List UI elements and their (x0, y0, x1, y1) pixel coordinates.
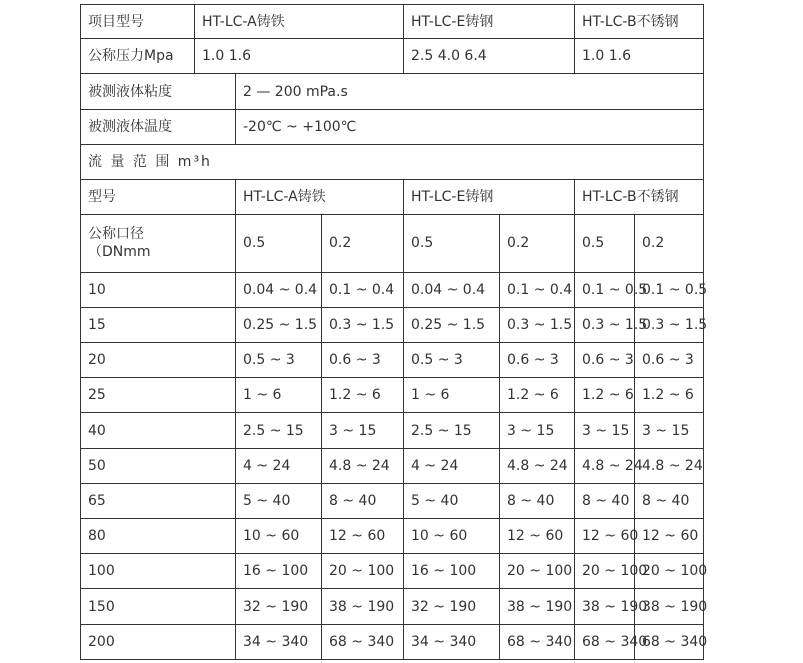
accuracy-a-2: 0.2 (322, 215, 404, 272)
flow-range-cell: 4.8 ~ 24 (575, 448, 635, 483)
flow-range-cell: 4.8 ~ 24 (635, 448, 704, 483)
flow-range-cell: 0.1 ~ 0.4 (322, 272, 404, 307)
flow-range-title: 流 量 范 围 m³h (81, 144, 704, 179)
flow-range-cell: 68 ~ 340 (322, 624, 404, 659)
table-row (81, 519, 704, 554)
flow-range-cell: 12 ~ 60 (575, 519, 635, 554)
dn-cell: 25 (81, 378, 236, 413)
flow-range-cell: 1 ~ 6 (404, 378, 500, 413)
accuracy-e-1: 0.5 (404, 215, 500, 272)
flow-range-cell: 1 ~ 6 (236, 378, 322, 413)
dn-cell: 15 (81, 307, 236, 342)
flow-range-cell: 4 ~ 24 (404, 448, 500, 483)
flow-range-cell: 34 ~ 340 (404, 624, 500, 659)
flow-range-cell: 38 ~ 190 (635, 589, 704, 624)
flow-range-cell: 8 ~ 40 (575, 483, 635, 518)
flow-range-cell: 16 ~ 100 (404, 554, 500, 589)
flow-range-cell: 0.1 ~ 0.4 (500, 272, 575, 307)
flow-range-cell: 1.2 ~ 6 (635, 378, 704, 413)
flow-range-cell: 20 ~ 100 (322, 554, 404, 589)
flow-range-cell: 12 ~ 60 (322, 519, 404, 554)
flow-data-rows (81, 272, 708, 659)
flow-range-cell: 20 ~ 100 (575, 554, 635, 589)
header-row (81, 5, 704, 39)
flow-range-cell: 0.6 ~ 3 (322, 343, 404, 378)
flow-range-cell: 20 ~ 100 (635, 554, 704, 589)
flow-range-cell: 2.5 ~ 15 (236, 413, 322, 448)
flow-range-cell: 3 ~ 15 (322, 413, 404, 448)
flow-range-cell: 3 ~ 15 (575, 413, 635, 448)
accuracy-row (81, 215, 704, 272)
flow-title-row (81, 144, 704, 179)
flow-range-cell: 3 ~ 15 (500, 413, 575, 448)
flow-range-cell: 0.3 ~ 1.5 (322, 307, 404, 342)
flow-range-cell: 4.8 ~ 24 (500, 448, 575, 483)
viscosity-row (81, 74, 704, 109)
table-row (81, 448, 704, 483)
header-model-e: HT-LC-E铸钢 (404, 5, 575, 39)
header-model-b: HT-LC-B不锈钢 (575, 5, 704, 39)
flow-range-cell: 38 ~ 190 (322, 589, 404, 624)
model-e: HT-LC-E铸钢 (404, 180, 575, 215)
flow-range-cell: 10 ~ 60 (236, 519, 322, 554)
flow-range-cell: 1.2 ~ 6 (500, 378, 575, 413)
flow-range-cell: 8 ~ 40 (500, 483, 575, 518)
flow-range-cell: 0.5 ~ 3 (404, 343, 500, 378)
pressure-a: 1.0 1.6 (195, 39, 404, 74)
flow-range-cell: 0.04 ~ 0.4 (404, 272, 500, 307)
dn-cell: 65 (81, 483, 236, 518)
flow-range-cell: 0.6 ~ 3 (575, 343, 635, 378)
dn-cell: 100 (81, 554, 236, 589)
flowmeter-spec-table (80, 4, 708, 660)
flow-range-cell: 5 ~ 40 (236, 483, 322, 518)
dn-cell: 150 (81, 589, 236, 624)
flow-range-cell: 1.2 ~ 6 (575, 378, 635, 413)
accuracy-a-1: 0.5 (236, 215, 322, 272)
table-row (81, 624, 704, 659)
flow-range-cell: 32 ~ 190 (404, 589, 500, 624)
flow-range-cell: 12 ~ 60 (500, 519, 575, 554)
flow-range-cell: 34 ~ 340 (236, 624, 322, 659)
accuracy-b-1: 0.5 (575, 215, 635, 272)
flow-range-cell: 0.04 ~ 0.4 (236, 272, 322, 307)
flow-range-cell: 4.8 ~ 24 (322, 448, 404, 483)
model-a: HT-LC-A铸铁 (236, 180, 404, 215)
pressure-row (81, 39, 704, 74)
model-label: 型号 (81, 180, 236, 215)
nominal-diameter-label (81, 215, 236, 272)
accuracy-e-2: 0.2 (500, 215, 575, 272)
pressure-label: 公称压力Mpa (81, 39, 195, 74)
table-row (81, 554, 704, 589)
flow-range-cell: 20 ~ 100 (500, 554, 575, 589)
temperature-value: -20℃ ~ +100℃ (236, 109, 704, 144)
nominal-diameter-label-line2: （DNmm (88, 244, 151, 261)
flow-range-cell: 12 ~ 60 (635, 519, 704, 554)
table-row (81, 589, 704, 624)
dn-cell: 50 (81, 448, 236, 483)
flow-range-cell: 38 ~ 190 (500, 589, 575, 624)
accuracy-b-2: 0.2 (635, 215, 704, 272)
flow-range-cell: 16 ~ 100 (236, 554, 322, 589)
flow-range-cell: 68 ~ 340 (575, 624, 635, 659)
dn-cell: 10 (81, 272, 236, 307)
flow-range-cell: 8 ~ 40 (322, 483, 404, 518)
table-row (81, 378, 704, 413)
model-b: HT-LC-B不锈钢 (575, 180, 704, 215)
flow-range-cell: 3 ~ 15 (635, 413, 704, 448)
flow-range-cell: 0.5 ~ 3 (236, 343, 322, 378)
flow-range-cell: 5 ~ 40 (404, 483, 500, 518)
flow-range-cell: 4 ~ 24 (236, 448, 322, 483)
flow-range-cell: 0.1 ~ 0.5 (635, 272, 704, 307)
viscosity-label: 被测液体粘度 (81, 74, 236, 109)
table-row (81, 272, 704, 307)
table-body (81, 5, 704, 273)
flow-range-cell: 68 ~ 340 (500, 624, 575, 659)
flow-range-cell: 38 ~ 190 (575, 589, 635, 624)
dn-cell: 200 (81, 624, 236, 659)
table-row (81, 307, 704, 342)
pressure-e: 2.5 4.0 6.4 (404, 39, 575, 74)
flow-range-cell: 0.3 ~ 1.5 (575, 307, 635, 342)
temperature-row (81, 109, 704, 144)
flow-range-cell: 0.3 ~ 1.5 (500, 307, 575, 342)
flow-range-cell: 1.2 ~ 6 (322, 378, 404, 413)
viscosity-value: 2 — 200 mPa.s (236, 74, 704, 109)
flow-range-cell: 0.25 ~ 1.5 (236, 307, 322, 342)
flow-range-cell: 32 ~ 190 (236, 589, 322, 624)
flow-range-cell: 0.6 ~ 3 (635, 343, 704, 378)
temperature-label: 被测液体温度 (81, 109, 236, 144)
dn-cell: 80 (81, 519, 236, 554)
flow-range-cell: 0.6 ~ 3 (500, 343, 575, 378)
flow-range-cell: 0.3 ~ 1.5 (635, 307, 704, 342)
dn-cell: 20 (81, 343, 236, 378)
flow-range-cell: 0.25 ~ 1.5 (404, 307, 500, 342)
flow-range-cell: 0.1 ~ 0.5 (575, 272, 635, 307)
pressure-b: 1.0 1.6 (575, 39, 704, 74)
table-row (81, 483, 704, 518)
flow-range-cell: 68 ~ 340 (635, 624, 704, 659)
flow-range-cell: 2.5 ~ 15 (404, 413, 500, 448)
flow-range-cell: 8 ~ 40 (635, 483, 704, 518)
header-model-a: HT-LC-A铸铁 (195, 5, 404, 39)
flow-range-cell: 10 ~ 60 (404, 519, 500, 554)
model-row (81, 180, 704, 215)
nominal-diameter-label-line1: 公称口径 (88, 226, 144, 243)
table-row (81, 343, 704, 378)
dn-cell: 40 (81, 413, 236, 448)
table-row (81, 413, 704, 448)
header-label: 项目型号 (81, 5, 195, 39)
